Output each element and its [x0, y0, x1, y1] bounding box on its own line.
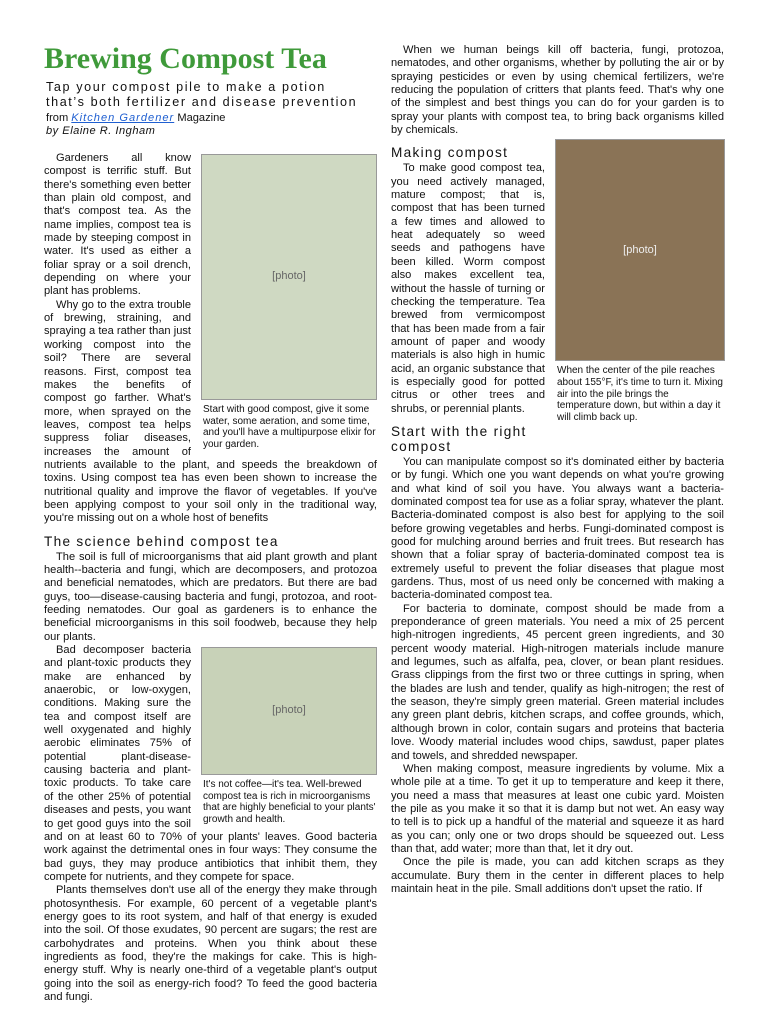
body-paragraph: Bad decomposer bacteria and plant-toxic products they make are enhanced by anaerobic, or low-oxygen, conditions. Making sure the tea and compost itself are well oxygenated and highly aerobic eliminates 75% of potential plant-disease-causing bacteria and plant-toxic products. To take care of the other 25% of potential diseases and pests, you want to get good guys into the soil and on at least 60 to 70% of your plants' leaves. Good bacteria work against the detrimental ones in four ways: They consume the bad guys, they may produce antibiotics that inhibit them, they compete for nutrients, and they compete for space.: [44, 644, 377, 883]
tea-bucket-photo: [photo]: [201, 647, 377, 775]
subtitle-line: Tap your compost pile to make a potion: [46, 80, 326, 94]
magazine-link[interactable]: Kitchen Gardener: [71, 112, 175, 124]
body-paragraph: Why go to the extra trouble of brewing, straining, and spraying a tea rather than just working compost into the soil? There are several reasons. First, compost tea makes the benefits of compost go farther. What's more, when sprayed on the leaves, compost tea helps suppress foliar diseases, increases the amount of nutrients available to the plant, and speeds the breakdown of toxins. Using compost tea has even been shown to increase the nutritional quality and improve the flavor of vegetables. If you've been applying compost to your soil only in the traditional way, you're missing out on a whole host of benefits: [44, 298, 377, 525]
figure-compost-pile: [555, 139, 725, 423]
left-column: [44, 44, 377, 1004]
article-subtitle: [46, 80, 377, 110]
section-heading: Start with the right compost: [391, 423, 527, 454]
body-paragraph: Gardeners all know compost is terrific stuff. But there's something even better than plain old compost, and that's compost tea. As the name implies, compost tea is made by steeping compost in water. It's used as either a foliar spray or a soil drench, depending on where your plant has problems.: [44, 152, 191, 298]
body-paragraph: For bacteria to dominate, compost should be made from a preponderance of green materials. You need a mix of 25 percent high-nitrogen ingredients, 45 percent green ingredients, and 30 percent woody material. High-nitrogen materials include manure and legumes, such as alfalfa, pea, clover, or bean plant residues. Grass clippings from the first two or three cuttings in spring, when the blades are lush and tender, qualify as high-nitrogen; the rest of the season, they're simply green material. Green material includes any green plant debris, kitchen scraps, and coffee grounds, which, although brown in color, contain sugars and proteins that bacteria love. Woody material includes wood chips, sawdust, paper plates and towels, and shredded newspaper.: [391, 602, 724, 762]
figure-caption: When the center of the pile reaches about 155°F, it's time to turn it. Mixing air into the pile brings the temperature down, but within a day it will climb back up.: [557, 365, 723, 423]
section-heading: The science behind compost tea: [44, 533, 279, 549]
figure-compost-bucket: [201, 154, 377, 450]
source-line: [46, 112, 377, 125]
subtitle-line: that’s both fertilizer and disease prevention: [46, 95, 358, 109]
right-column: [391, 44, 724, 896]
source-suffix: Magazine: [177, 112, 226, 124]
figure-tea-bucket: [201, 647, 377, 825]
figure-caption: It's not coffee—it's tea. Well-brewed compost tea is rich in microorganisms that are highly beneficial to your plants' growth and health.: [203, 779, 376, 825]
source-prefix: from: [46, 112, 69, 124]
body-paragraph: When making compost, measure ingredients by volume. Mix a whole pile at a time. To get it up to temperature and keep it there, you need a mass that measures at least one cubic yard. Moisten the pile as you make it so that it is damp but not wet. An easy way to tell is to pick up a handful of the material and squeeze it as hard as you can; only one or two drops should be squeezed out. Less than that, add water; more than that, let it dry out.: [391, 762, 724, 855]
section-heading: Making compost: [391, 145, 509, 161]
body-paragraph: You can manipulate compost so it's dominated either by bacteria or by fungi. Which one you want depends on what you're growing and what kind of soil you have. You always want a bacteria-dominated compost tea for use as a foliar spray, whatever the plant. Bacteria-dominated compost is also best for applying to the soil before growing vegetables and herbs. Fungi-dominated compost is good for mulching around berries and fruit trees. But research has shown that a foliar spray of bacteria-dominated compost tea is extremely useful to prevent the foliar diseases that plague most gardens. Thus, most of us need only be concerned with making a bacteria-dominated compost tea.: [391, 455, 724, 602]
compost-pile-photo: [photo]: [555, 139, 725, 361]
body-paragraph: Plants themselves don't use all of the energy they make through photosynthesis. For example, 60 percent of a vegetable plant's energy goes to its root system, and half of that energy is exuded into the soil. Of those exudates, 90 percent are sugars; the rest are carbohydrates and proteins. When you think about these ingredients as food, they're the makings for cake. This is high-energy stuff. Why is nearly one-third of a vegetable plant's output going into the soil as energy-rich food? To feed the good bacteria and fungi.: [44, 884, 377, 1003]
body-paragraph: The soil is full of microorganisms that aid plant growth and plant health--bacteria and fungi, which are decomposers, and protozoa and beneficial nematodes, which are predators. But there are bad guys, too—disease-causing bacteria and fungi, protozoa, and root-feeding nematodes. Our goal as gardeners is to enhance the beneficial microorganisms in this soil foodweb, because they help our plants.: [44, 550, 377, 643]
author-byline: by Elaine R. Ingham: [46, 125, 156, 137]
article-title: Brewing Compost Tea: [44, 42, 327, 75]
compost-bucket-photo: [photo]: [201, 154, 377, 400]
body-paragraph: To make good compost tea, you need actively managed, mature compost; that is, compost that has been turned a few times and allowed to heat adequately so weed seeds and pathogens have been killed. Worm compost also makes excellent tea, without the hassle of turning or checking the temperature. Tea brewed from vermicompost that has been made from a fair amount of paper and woody materials is also high in humic acid, an organic substance that is especially good for potted citrus or other trees and shrubs, or perennial plants.: [391, 162, 545, 415]
body-paragraph: Once the pile is made, you can add kitchen scraps as they accumulate. Bury them in the center in different places to help maintain heat in the pile. Small additions don't upset the ratio. If: [391, 856, 724, 895]
body-paragraph: When we human beings kill off bacteria, fungi, protozoa, nematodes, and other organisms, whether by polluting the air or by spraying pesticides or even by using chemical fertilizers, we're reducing the population of critters that plants feed. That's why one of the simplest and best things you can do for your garden is to spray your plants with compost tea, to bring back organisms killed by chemicals.: [391, 44, 724, 137]
figure-caption: Start with good compost, give it some water, some aeration, and some time, and you'll have a multipurpose elixir for your garden.: [203, 404, 376, 450]
